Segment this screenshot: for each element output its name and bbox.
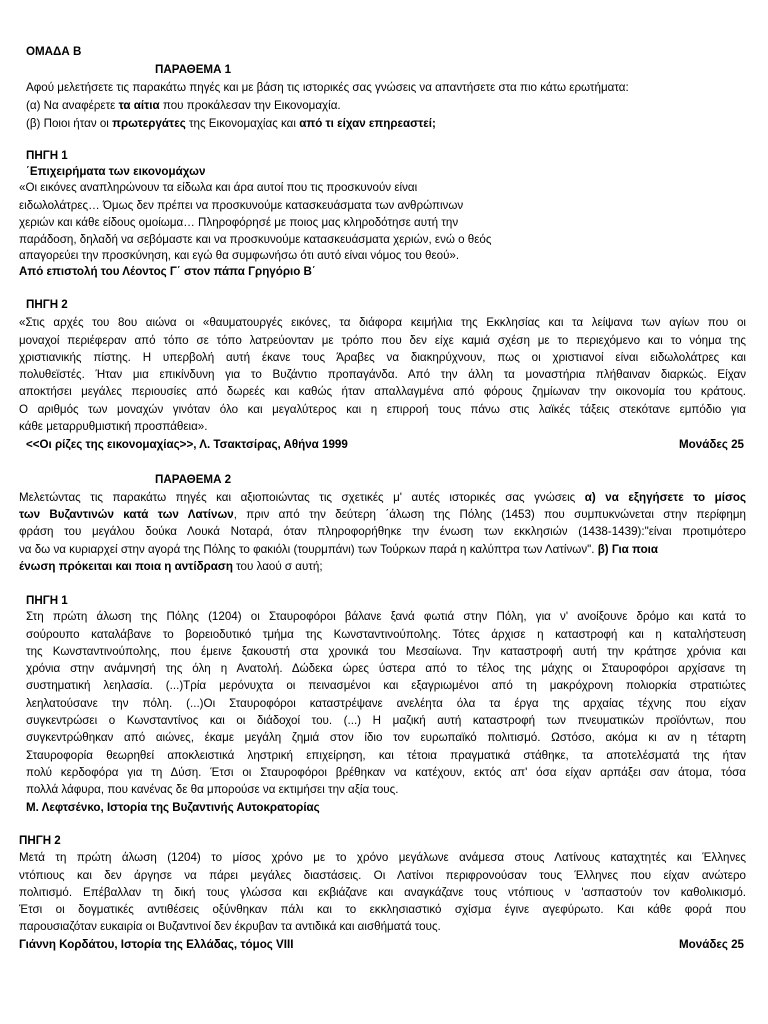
part2-source1-label: ΠΗΓΗ 1 [26,594,68,607]
part1-source2-line: Ο αριθμός των μοναχών γινόταν όλο και μεγαλύτερος και η επιρροή τους πάνω στις λαϊκές τάξεις στεκότανε εμπόδιο για [19,403,746,416]
question-b-text-mid: της Εικονομαχίας και [185,117,300,130]
part2-intro-line [19,507,746,523]
part2-intro-line [19,542,658,558]
part1-source1-line: «Οι εικόνες αναπληρώνουν τα είδωλα και άρα αυτοί που τις προσκυνούν είναι [19,181,418,194]
part2-source1-citation: Μ. Λεφτσένκο, Ιστορία της Βυζαντινής Αυτοκρατορίας [26,801,320,814]
part2-source2-line: Μετά τη πρώτη άλωση (1204) το μίσος χρόνο με το χρόνο μεγάλωνε ανάμεσα στους Λατίνους καταχτητές και Έλληνες [19,851,746,864]
part1-source1-line: παράδοση, δηλαδή να σεβόμαστε και να προσκυνούμε κατασκευάσματα χεριών, ενώ ο θεός [19,233,492,246]
question-b-emphasis-2: από τι είχαν επηρεαστεί; [299,117,436,130]
part2-source1-line: πολλά λάφυρα, που κανένας δε θα μπορούσε να εκτιμήσει την αξία τους. [26,783,399,796]
part2-source1-line: της Κωνσταντινούπολης, που έμεινε ξακουστή στα χρονικά του Μεσαίωνα. Την καταστροφή αυτή την κράτησε χρόνια και [26,645,746,658]
part1-intro: Αφού μελετήσετε τις παρακάτω πηγές και με βάση τις ιστορικές σας γνώσεις να απαντήσετε στα πιο κάτω ερωτήματα: [26,81,629,94]
group-title: ΟΜΑΔΑ Β [26,45,82,58]
part2-source2-line: πολιτισμό. Επέβαλλαν τη δική τους γλώσσα και εκβιάζανε και αναγκάζανε τους ντόπιους ν 'ασπαστούν τον καθολικισμό. [19,886,746,899]
part2-question-a-emphasis: α) να εξηγήσετε το μίσος [584,491,746,504]
part2-intro-line [19,559,323,575]
part2-source1-line: συγκεντρώσει ο Κωνσταντίνος και οι διάδοχοί του. (...) Η μαζική αυτή καταστροφή των πνευματικών προϊόντων, που [26,714,746,727]
part1-source1-line: απαγορεύει την προσκύνηση, και εγώ θα συμφωνήσω ότι αυτό είναι νόμος του θεού». [19,249,460,262]
part1-source2-line: μοναχοί περιέφεραν από τόπο σε τόπο λατρεύονταν με τρόπο που δεν είχε καμιά σχέση με το περιεχόμενο και το νόημα της [19,334,746,347]
question-a-emphasis: τα αίτια [118,99,160,112]
part2-intro-text: να δω να κυριαρχεί στην αγορά της Πόλης το φακιόλι (τουρμπάνι) των Τούρκων παρά η καλύπτρα των Λατίνων". [19,543,598,556]
part2-intro-text: του λαού σ αυτή; [232,560,323,573]
part2-source2-line: παρουσιαζόταν ευκαιρία οι Βυζαντινοί δεν έκρυβαν τα αντιδικά και αισθήματά τους. [19,920,441,933]
part2-question-b-emphasis: β) Για ποια [597,543,659,556]
part2-source2-line: ντόπιους και δεν άργησε να πάρει μεγάλες διαστάσεις. Οι Λατίνοι περιφρονούσαν τους Έλληνες που είχαν ανώτερο [19,869,746,882]
question-a-text: (α) Να αναφέρετε [26,99,119,112]
question-b-emphasis-1: πρωτεργάτες [112,117,186,130]
part1-source1-line: ειδωλολάτρες… Όμως δεν πρέπει να προσκυνούμε κατασκευάσματα των ανθρώπινων [19,199,464,212]
part1-source2-line: αποκτήσει μεγάλες περιουσίες από δωρεές και καθώς ήταν απαλλαγμένα από φόρους ζημίωναν την οικονομία του κράτους. [19,385,746,398]
part2-question-b-emphasis-cont: ένωση πρόκειται και ποια η αντίδραση [19,560,233,573]
part2-source1-line: χρόνια στην ανάμνησή της όλη η Ανατολή. Δώδεκα ώρες ύστερα από το τέλος της μάχης οι Σταυροφόροι αρχίσανε τη [26,662,746,675]
part2-heading: ΠΑΡΑΘΕΜΑ 2 [155,473,232,486]
part1-question-a [26,98,341,114]
part2-source1-line: συστηματική λεηλασία. (...)Τρία μερόνυχτα οι πεινασμένοι και εξαγριωμένοι από τη μακρόχρονη πολιορκία στρατιώτες [26,679,746,692]
part2-intro-text: , πριν από την δεύτερη ΄άλωση της Πόλης (1453) που συμπυκνώνεται στην περίφημη [233,508,746,521]
part1-source1-title: ΄Επιχειρήματα των εικονομάχων [26,165,206,178]
part2-source1-line: σούρουπο καταλάβανε το βορειοδυτικό τμήμα της Κωνσταντινούπολης. Τότες άρχισε η καταστροφή και η καταλήστευση [26,628,746,641]
part1-source2-label: ΠΗΓΗ 2 [26,298,68,311]
part1-source1-citation: Από επιστολή του Λέοντος Γ΄ στον πάπα Γρηγόριο Β΄ [19,265,316,278]
part2-question-a-emphasis-cont: των Βυζαντινών κατά των Λατίνων [19,508,234,521]
part2-units: Μονάδες 25 [679,938,744,951]
part1-units: Μονάδες 25 [679,438,744,451]
part2-source1-line: συγκεντρώθηκαν από αιώνες, έκαμε μεγάλη ζημιά στον ίδιο τον ευρωπαϊκό πολιτισμό. Ωστόσο, ακόμα κι αν η τέταρτη [26,731,746,744]
part1-source2-line: κάθε μεταρρυθμιστική προσπάθεια». [19,420,208,433]
question-a-text-end: που προκάλεσαν την Εικονομαχία. [159,99,341,112]
part2-source2-line: Έτσι οι δογματικές αντιθέσεις οξύνθηκαν πάλι και το εκκλησιαστικό σχίσμα έγινε αγεφύρωτο. Και κάθε φορά που [19,903,746,916]
part2-source2-citation: Γιάννη Κορδάτου, Ιστορία της Ελλάδας, τόμος VIII [19,938,294,951]
part1-heading: ΠΑΡΑΘΕΜΑ 1 [155,63,232,76]
part2-source1-line: Σταυροφορία θεωρηθεί αποκλειστικά ληστρική επιχείρηση, και τέτοια πραγματικά στάθηκε, τα αποτελέσματά της ήταν [26,749,746,762]
question-b-text: (β) Ποιοι ήταν οι [26,117,113,130]
part1-source2-citation: <<Οι ρίζες της εικονομαχίας>>, Λ. Τσακτσίρας, Αθήνα 1999 [26,438,348,451]
part2-source2-label: ΠΗΓΗ 2 [19,834,61,847]
part2-intro-text: Μελετώντας τις παρακάτω πηγές και αξιοποιώντας τις σχετικές μ' αυτές ιστορικές σας γνώσεις [19,491,585,504]
part1-question-b [26,116,436,132]
part2-source1-line: Στη πρώτη άλωση της Πόλης (1204) οι Σταυροφόροι βάλανε ξανά φωτιά στην Πόλη, για ν' ανοίξουνε δρόμο και κατά το [26,610,746,623]
part1-source1-label: ΠΗΓΗ 1 [26,149,68,162]
part1-source2-line: πολυθεϊστές. Ήταν μια επικίνδυνη για το Βυζάντιο προπαγάνδα. Από την άλλη τα μοναστήρια πλήθαιναν διαρκώς. Είχαν [19,368,746,381]
part1-source2-line: χριστιανικής πίστης. Η υπερβολή αυτή έκανε τους Άραβες να διακηρύχνουν, πως οι χριστιανοί είναι ειδωλολάτρες και [19,351,746,364]
part2-source1-line: πολύ κερδοφόρα για τη Δύση. Έτσι οι Σταυροφόροι βρέθηκαν να κατέχουν, εκτός απ' όσα είχαν αρπάξει σαν άτομα, τόσα [26,766,746,779]
part1-source2-line: «Στις αρχές του 8ου αιώνα οι «θαυματουργές εικόνες, τα διάφορα κειμήλια της Εκκλησίας και τα λείψανα των αγίων που οι [19,316,746,329]
part1-source1-line: χεριών και κάθε είδους ομοίωμα… Πληροφόρησέ με ποιος μας κληροδότησε αυτή την [19,216,459,229]
part2-intro-line: φράση του μεγάλου δούκα Λουκά Νοταρά, όταν πληροφορήθηκε την ένωση των εκκλησιών (1438-1439):"είναι προτιμότερο [19,525,746,538]
part2-intro-line [19,490,746,506]
part2-source1-line: λεηλατούσανε την πόλη. (...)Οι Σταυροφόροι καταστρέψανε ανελέητα όλα τα έργα της αρχαίας τέχνης που είχαν [26,697,746,710]
